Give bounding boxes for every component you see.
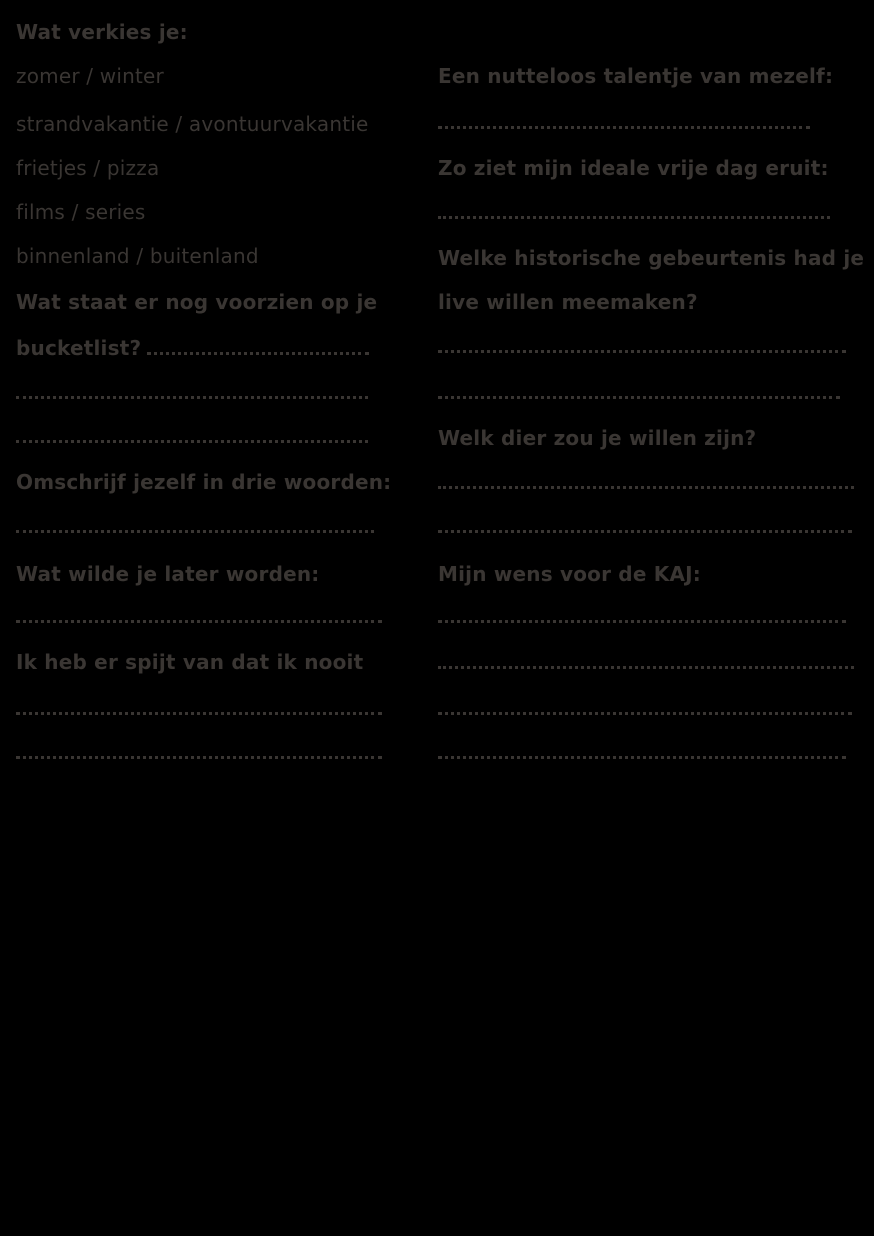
answer-line[interactable] bbox=[438, 216, 830, 219]
choice-fries-pizza: frietjes / pizza bbox=[16, 156, 160, 180]
answer-line[interactable] bbox=[16, 756, 382, 759]
talent-question: Een nutteloos talentje van mezelf: bbox=[438, 64, 834, 88]
heading-choose: Wat verkies je: bbox=[16, 20, 188, 44]
regret-question: Ik heb er spijt van dat ik nooit bbox=[16, 650, 364, 674]
answer-line[interactable] bbox=[438, 712, 852, 715]
future-question: Wat wilde je later worden: bbox=[16, 562, 320, 586]
choice-domestic-abroad: binnenland / buitenland bbox=[16, 244, 259, 268]
bucketlist-question-line1: Wat staat er nog voorzien op je bbox=[16, 290, 378, 314]
answer-line[interactable] bbox=[16, 530, 374, 533]
answer-line[interactable] bbox=[438, 350, 846, 353]
answer-line[interactable] bbox=[16, 440, 368, 443]
answer-line[interactable] bbox=[438, 396, 840, 399]
answer-line[interactable] bbox=[438, 666, 854, 669]
wish-question: Mijn wens voor de KAJ: bbox=[438, 562, 701, 586]
answer-line[interactable] bbox=[438, 126, 810, 129]
answer-line[interactable] bbox=[438, 756, 846, 759]
answer-line[interactable] bbox=[438, 530, 852, 533]
answer-line[interactable] bbox=[438, 486, 854, 489]
answer-line[interactable] bbox=[438, 620, 846, 623]
history-question-line2: live willen meemaken? bbox=[438, 290, 698, 314]
answer-line[interactable] bbox=[16, 712, 382, 715]
choice-summer-winter: zomer / winter bbox=[16, 64, 164, 88]
bucketlist-question-line2 bbox=[16, 334, 369, 362]
ideal-day-question: Zo ziet mijn ideale vrije dag eruit: bbox=[438, 156, 829, 180]
answer-line[interactable] bbox=[16, 620, 382, 623]
answer-line[interactable] bbox=[16, 396, 368, 399]
bucketlist-question-text: bucketlist? bbox=[16, 336, 142, 360]
choice-films-series: films / series bbox=[16, 200, 146, 224]
answer-line[interactable] bbox=[147, 352, 369, 355]
animal-question: Welk dier zou je willen zijn? bbox=[438, 426, 757, 450]
choice-beach-adventure: strandvakantie / avontuurvakantie bbox=[16, 112, 369, 136]
describe-question: Omschrijf jezelf in drie woorden: bbox=[16, 470, 392, 494]
history-question-line1: Welke historische gebeurtenis had je bbox=[438, 246, 865, 270]
